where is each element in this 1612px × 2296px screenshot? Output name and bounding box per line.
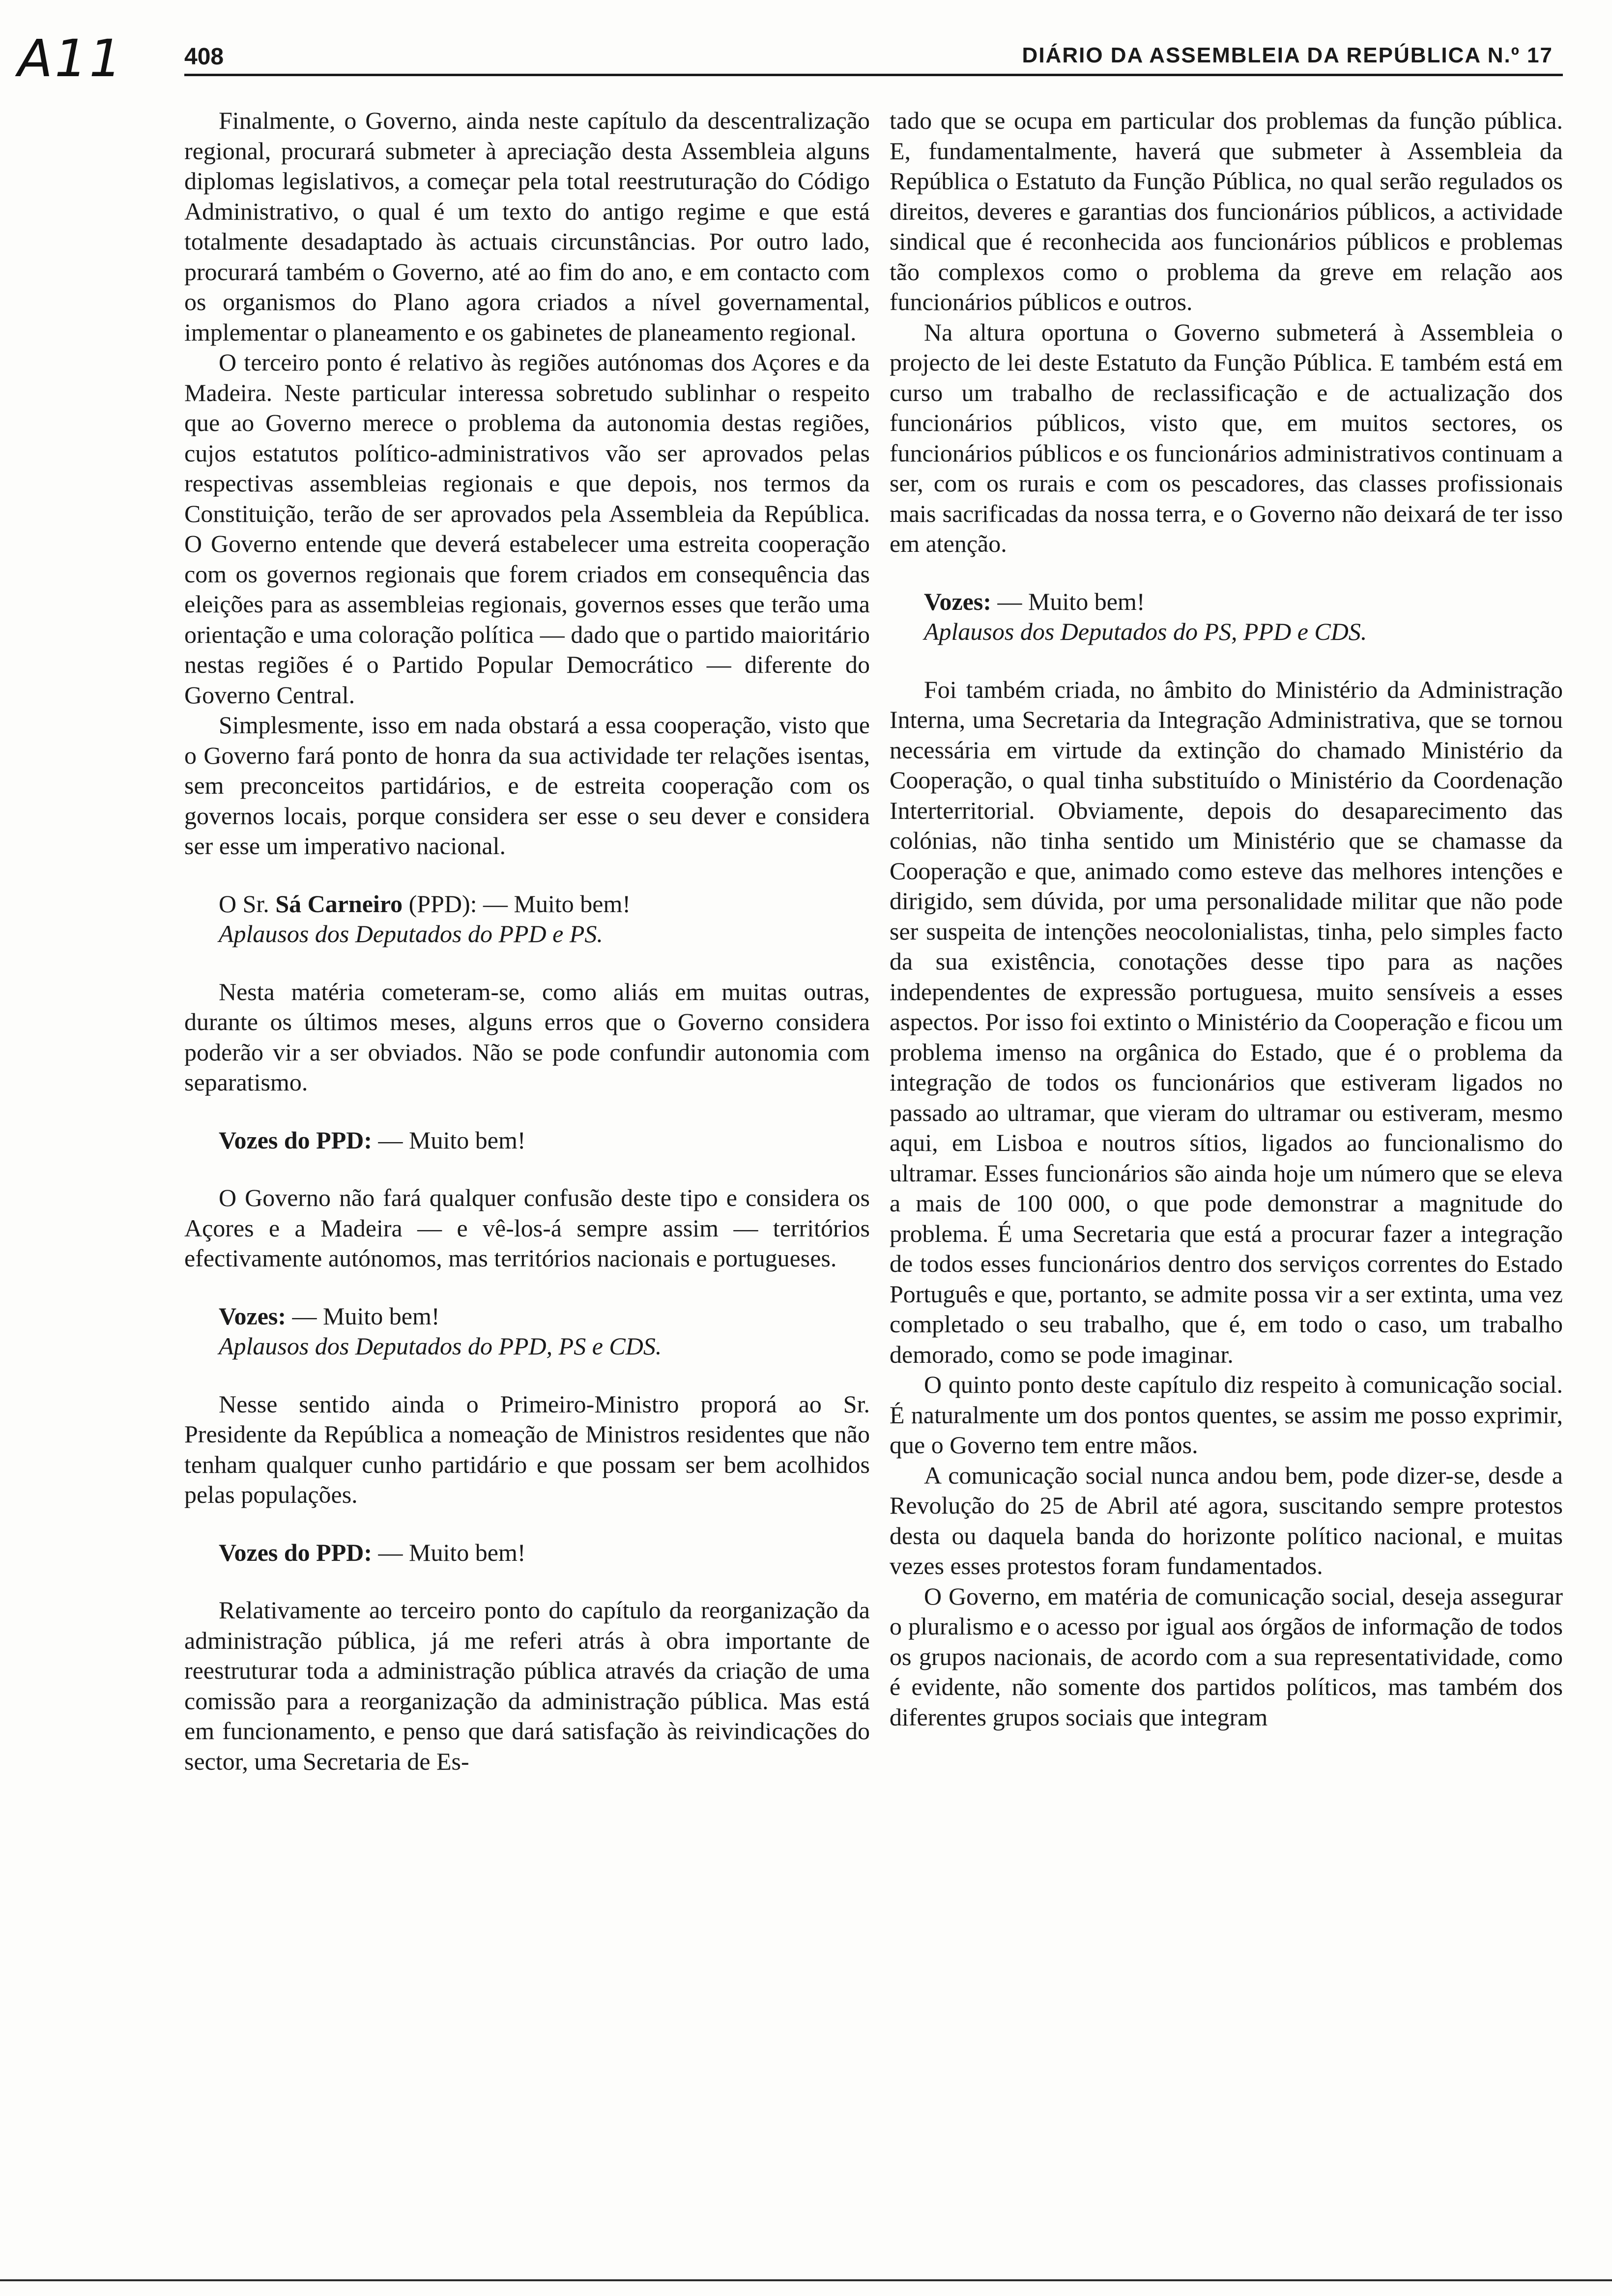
speaker-name: Sá Carneiro <box>275 890 403 918</box>
applause-note: Aplausos dos Deputados do PS, PPD e CDS. <box>924 618 1367 645</box>
speaker-name: Vozes do PPD: <box>219 1538 373 1566</box>
speaker-prefix: O Sr. <box>219 890 276 918</box>
paragraph: Relativamente ao terceiro ponto do capítulo da reorganização da administração pública, já me referi atrás à obra importante de reestruturar toda a administração pública através da criação de uma comissão para a reorganização da administração pública. Mas está em funcionamento, e penso que dará satisfação às reivindicações do sector, uma Secretaria de Es- <box>184 1596 870 1775</box>
page-number: 408 <box>184 44 224 70</box>
speaker-remark: (PPD): — Muito bem! <box>403 890 631 918</box>
applause-note: Aplausos dos Deputados do PPD, PS e CDS. <box>219 1332 662 1360</box>
paragraph: O terceiro ponto é relativo às regiões autónomas dos Açores e da Madeira. Neste particular interessa sobretudo sublinhar o respeito que ao Governo merece o problema da autonomia destas regiões, cujos estatutos político-administrativos vão ser aprovados pelas respectivas assembleias regionais e que depois, nos termos da Constituição, terão de ser aprovados pela Assembleia da República. O Governo entende que deverá estabelecer uma estreita cooperação com os governos regionais que forem criados em consequência das eleições para as assembleias regionais, governos esses que terão uma orientação e uma coloração política — dado que o partido maioritário nestas regiões é o Partido Popular Democrático — diferente do Governo Central. <box>184 348 870 709</box>
paragraph: Nesse sentido ainda o Primeiro-Ministro proporá ao Sr. Presidente da República a nomeação de Ministros residentes que não tenham qualquer cunho partidário e que possam ser bem acolhidos pelas populações. <box>184 1390 870 1508</box>
paragraph: tado que se ocupa em particular dos problemas da função pública. E, fundamentalmente, haverá que submeter à Assembleia da República o Estatuto da Função Pública, no qual serão regulados os direitos, deveres e garantias dos funcionários públicos, a actividade sindical que é reconhecida aos funcionários públicos e problemas tão complexos como o problema da greve em relação aos funcionários públicos e outros. <box>890 107 1563 316</box>
speaker-remark: — Muito bem! <box>372 1538 526 1566</box>
speaker-line <box>184 1301 870 1332</box>
right-column <box>890 106 1563 1732</box>
handwritten-annotation: A11 <box>18 29 124 88</box>
paragraph: Na altura oportuna o Governo submeterá à Assembleia o projecto de lei deste Estatuto da Função Pública. E também está em curso um trabalho de reclassificação e de actualização dos funcionários públicos, visto que, em muitos sectores, os funcionários públicos e os funcionários administrativos continuam a ser, com os rurais e com os pescadores, das classes profissionais mais sacrificadas da nossa terra, e o Governo não deixará de ter isso em atenção. <box>890 318 1563 557</box>
speaker-name: Vozes: <box>924 587 992 615</box>
header-rule <box>184 74 1563 76</box>
left-column <box>184 106 870 1777</box>
running-header: DIÁRIO DA ASSEMBLEIA DA REPÚBLICA N.º 17 <box>1022 43 1553 67</box>
paragraph: O Governo não fará qualquer confusão deste tipo e considera os Açores e a Madeira — e vê-los-á sempre assim — territórios efectivamente autónomos, mas territórios nacionais e portugueses. <box>184 1184 870 1272</box>
paragraph: Nesta matéria cometeram-se, como aliás em muitas outras, durante os últimos meses, alguns erros que o Governo considera poderão vir a ser obviados. Não se pode confundir autonomia com separatismo. <box>184 977 870 1096</box>
paragraph: A comunicação social nunca andou bem, pode dizer-se, desde a Revolução do 25 de Abril até agora, suscitando sempre protestos desta ou daquela banda do horizonte político nacional, e muitas vezes esses protestos foram fundamentados. <box>890 1461 1563 1579</box>
footer-scan-edge <box>0 2279 1612 2281</box>
speaker-line <box>184 889 870 919</box>
paragraph: O Governo, em matéria de comunicação social, deseja assegurar o pluralismo e o acesso por igual aos órgãos de informação de todos os grupos nacionais, de acordo com a sua representatividade, como é evidente, não somente dos partidos políticos, mas também dos diferentes grupos sociais que integram <box>890 1582 1563 1731</box>
speaker-line <box>184 1538 870 1568</box>
paragraph: Finalmente, o Governo, ainda neste capítulo da descentralização regional, procurará submeter à apreciação desta Assembleia alguns diplomas legislativos, a começar pela total reestruturação do Código Administrativo, o qual é um texto do antigo regime e que está totalmente desadaptado às actuais circunstâncias. Por outro lado, procurará também o Governo, até ao fim do ano, e em contacto com os organismos do Plano agora criados a nível governamental, implementar o planeamento e os gabinetes de planeamento regional. <box>184 107 870 346</box>
speaker-line <box>184 1125 870 1156</box>
speaker-name: Vozes do PPD: <box>219 1126 373 1154</box>
applause-note: Aplausos dos Deputados do PPD e PS. <box>219 920 603 947</box>
paragraph: Foi também criada, no âmbito do Ministério da Administração Interna, uma Secretaria da Integração Administrativa, que se tornou necessária em virtude da extinção do chamado Ministério da Cooperação, o qual tinha substituído o Ministério da Coordenação Interterritorial. Obviamente, depois do desaparecimento das colónias, não tinha sentido um Ministério que se chamasse da Cooperação e que, animado como esteve das melhores intenções e dirigido, sem dúvida, por uma personalidade militar que não pode ser suspeita de intenções neocolonialistas, tinha, pelo simples facto da sua existência, conotações desse tipo para as nações independentes de expressão portuguesa, muito sensíveis a esses aspectos. Por isso foi extinto o Ministério da Cooperação e ficou um problema imenso na orgânica do Estado, que é o problema da integração de todos os funcionários que estiveram ligados no passado ao ultramar, que vieram do ultramar ou estiveram, mesmo aqui, em Lisboa e noutros sítios, ligados ao funcionalismo do ultramar. Esses funcionários são ainda hoje um número que se eleva a mais de 100 000, o que pode demonstrar a magnitude do problema. É uma Secretaria que está a procurar fazer a integração de todos esses funcionários dentro dos serviços correntes do Estado Português e que, portanto, se admite possa vir a ser extinta, uma vez completado o seu trabalho, que é, em todo o caso, um trabalho demorado, como se pode imaginar. <box>890 675 1563 1368</box>
paragraph: Simplesmente, isso em nada obstará a essa cooperação, visto que o Governo fará ponto de honra da sua actividade ter relações isentas, sem preconceitos partidários, e de estreita cooperação com os governos locais, porque considera ser esse o seu dever e considera ser esse um imperativo nacional. <box>184 711 870 860</box>
speaker-name: Vozes: <box>219 1302 287 1330</box>
paragraph: O quinto ponto deste capítulo diz respeito à comunicação social. É naturalmente um dos pontos quentes, se assim me posso exprimir, que o Governo tem entre mãos. <box>890 1371 1563 1459</box>
speaker-remark: — Muito bem! <box>991 587 1145 615</box>
speaker-line <box>890 587 1563 617</box>
speaker-remark: — Muito bem! <box>372 1126 526 1154</box>
speaker-remark: — Muito bem! <box>286 1302 440 1330</box>
